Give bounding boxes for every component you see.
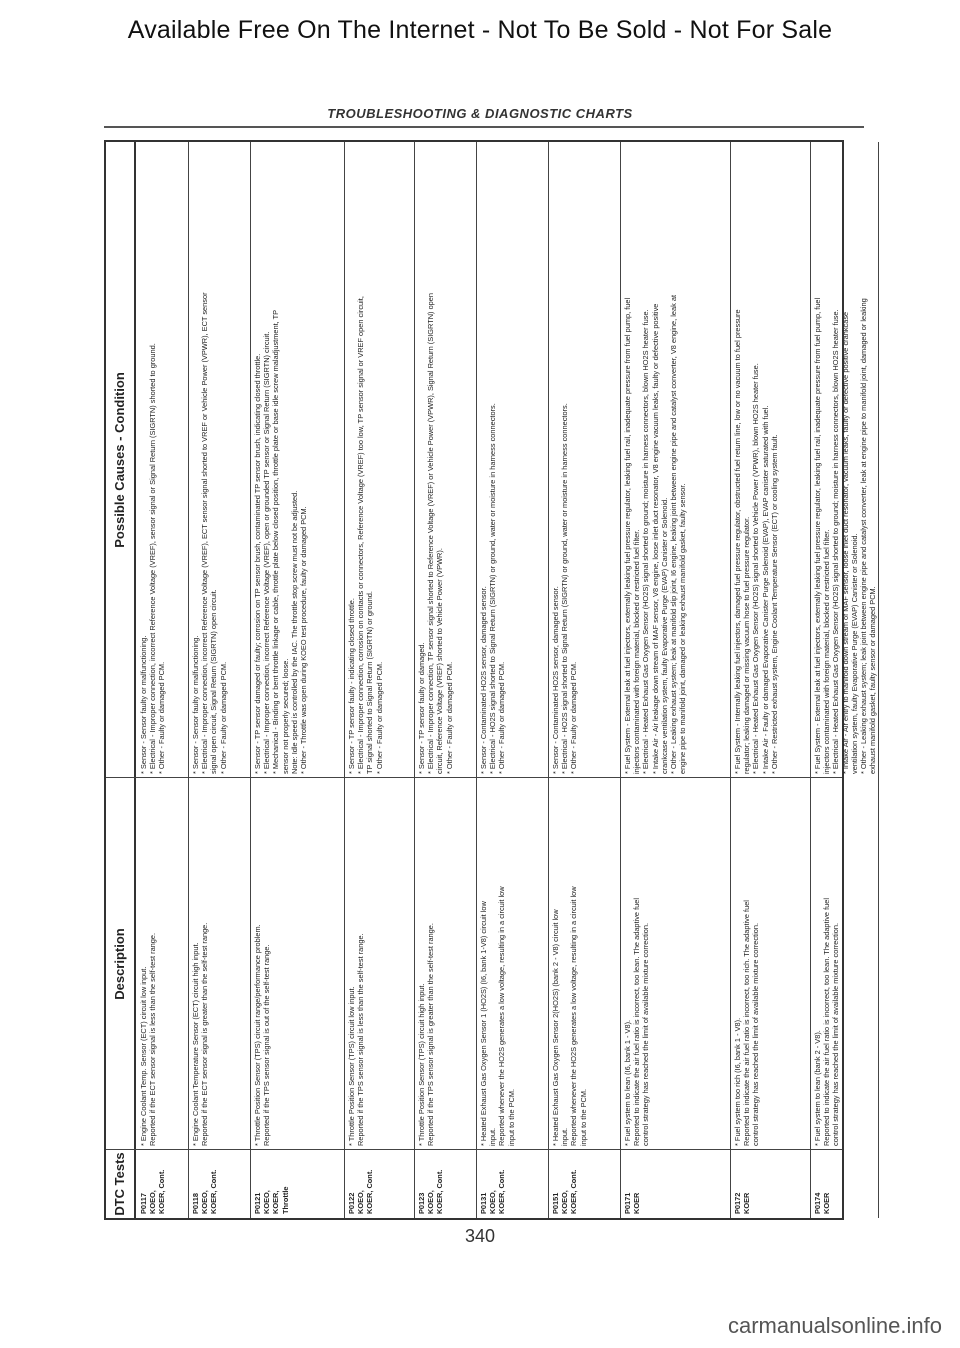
dtc-code: P0171 xyxy=(623,1192,632,1214)
dtc-test-mode: KOER, Cont. xyxy=(365,1169,375,1214)
table-header-row xyxy=(106,142,136,1218)
description-line: Reported to indicate the air fuel ratio is incorrect, too rich. The adaptive fuel xyxy=(742,900,752,1146)
table-row xyxy=(136,142,189,1218)
possible-causes-cell xyxy=(139,142,167,778)
description-cell xyxy=(417,778,435,1150)
description-line: control strategy has reached the limit of available mixture correction. xyxy=(641,922,651,1146)
description-line: control strategy has reached the limit of available mixture correction. xyxy=(751,922,761,1146)
description-cell xyxy=(733,778,761,1150)
header-dtc-tests: DTC Tests xyxy=(112,1152,127,1216)
possible-causes-cell xyxy=(551,142,579,778)
dtc-test-mode: KOEO, xyxy=(262,1190,272,1214)
cause-line: * Electrical - Improper connection, TP sensor signal shorted to Reference Voltage (VREF) or Vehicle Power (VPWR), Signal Return (SIGRTN) open xyxy=(426,292,436,774)
cause-line: * Other - Leaking exhaust system; leak at manifold slip joint, I6 engine, leaking joint between engine pipe and catalyst converter, V8 engine, leak at xyxy=(669,294,679,774)
dtc-code: P0151 xyxy=(551,1192,560,1214)
dtc-test-mode: KOER xyxy=(632,1192,642,1214)
cause-line: exhaust manifold gasket, faulty sensor or damaged PCM. xyxy=(868,586,878,774)
description-line: * Heated Exhaust Gas Oxygen Sensor 2(HO2S) (bank 2 - V8) circuit low xyxy=(551,909,560,1146)
dtc-cell xyxy=(253,1150,290,1218)
cause-line: * Sensor - Sensor faulty or malfunctioning. xyxy=(191,635,200,774)
cause-line: injectors contaminated with foreign material, blocked or restricted fuel filter. xyxy=(632,529,642,774)
possible-causes-cell xyxy=(733,142,779,778)
description-cell xyxy=(253,778,271,1150)
dtc-cell xyxy=(479,1150,507,1218)
dtc-code: P0121 xyxy=(253,1192,262,1214)
dtc-cell xyxy=(551,1150,579,1218)
table-row xyxy=(620,142,731,1218)
possible-causes-cell xyxy=(479,142,507,778)
cause-line: * Electrical - Improper connection, incorrect Reference Voltage (VREF), sensor signal or Signal Return (SIGRTN) shorted to ground. xyxy=(148,343,158,774)
dtc-test-mode: KOER, Cont. xyxy=(569,1169,579,1214)
table-row xyxy=(548,142,621,1218)
cause-line: * Sensor - Sensor faulty or malfunctioning. xyxy=(139,635,148,774)
cause-line: * Sensor - Contaminated HO2S sensor, damaged sensor. xyxy=(479,586,488,774)
cause-line: * Electrical - Improper connection, incorrect Reference Voltage (VREF), ECT sensor signal shorted to VREF or Vehicle Power (VPWR), ECT sensor xyxy=(200,292,210,774)
cause-line: Note: Idle speed is controlled by the IAC. The throttle stop screw must not be adjusted. xyxy=(289,490,299,774)
cause-line: * Electrical - Heated Exhaust Gas Oxygen Sensor (HO2S) signal shorted to ground; moisture in harness connectors, blown HO2S heater fuse. xyxy=(831,309,841,774)
description-line: input to the PCM. xyxy=(506,1088,516,1146)
dtc-test-mode: KOEO, xyxy=(560,1190,570,1214)
table-row xyxy=(188,142,251,1218)
cause-line: * Electrical - Improper connection, incorrect Reference Voltage (VREF), open or grounded TP sensor or Signal Return (SIGRTN) circuit. xyxy=(262,331,272,774)
cause-line: * Other - Leaking exhaust system; leak joint between engine pipe and catalyst converter, leak at engine pipe to manifold joint, damaged or leaking xyxy=(859,298,869,774)
dtc-code: P0118 xyxy=(191,1193,200,1214)
description-line: control strategy has reached the limit of available mixture correction. xyxy=(831,922,841,1146)
description-cell xyxy=(623,778,651,1150)
dtc-test-mode: KOER, Cont. xyxy=(209,1169,219,1214)
dtc-cell xyxy=(813,1150,831,1218)
possible-causes-cell xyxy=(253,142,308,778)
possible-causes-cell xyxy=(623,142,687,778)
dtc-test-mode: KOEO, xyxy=(426,1190,436,1214)
possible-causes-cell xyxy=(191,142,228,778)
header-possible-causes: Possible Causes - Condition xyxy=(112,372,127,548)
dtc-test-mode: KOEO, xyxy=(200,1190,210,1214)
description-line: * Heated Exhaust Gas Oxygen Sensor 1 (HO2S) (I6, bank 1-V8) circuit low xyxy=(479,901,488,1146)
cause-line: ventilation system, faulty Evaporative Purge (EVAP) Canister or Solenoid. xyxy=(849,533,859,774)
dtc-test-mode: Throttle xyxy=(280,1186,290,1214)
description-cell xyxy=(813,778,841,1150)
dtc-cell xyxy=(191,1150,219,1218)
cause-line: * Electrical - Heated Exhaust Gas Oxygen Sensor (HO2S) signal shorted to ground; moisture in harness connectors, blown HO2S heater fuse. xyxy=(641,309,651,774)
table-row xyxy=(344,142,415,1218)
cause-line: signal open circuit, Signal Return (SIGRTN) open circuit. xyxy=(209,589,219,774)
description-line: Reported to indicate the air fuel ratio is incorrect, too lean. The adaptive fuel xyxy=(632,897,642,1146)
table-row xyxy=(250,142,345,1218)
description-line: input. xyxy=(560,1127,570,1146)
description-cell xyxy=(347,778,365,1150)
dtc-cell xyxy=(347,1150,375,1218)
dtc-code: P0123 xyxy=(417,1192,426,1214)
dtc-test-mode: KOER, Cont. xyxy=(497,1169,507,1214)
description-line: Reported to indicate the air fuel ratio is incorrect, too lean. The adaptive fuel xyxy=(822,897,832,1146)
cause-line: * Intake Air - Air entry to manifold down stream of MAF sensor, loose inlet duct resonator, vacuum leaks, faulty or defective positive crankcase xyxy=(840,311,850,774)
title-rule xyxy=(104,126,864,128)
dtc-code: P0122 xyxy=(347,1192,356,1214)
description-line: Reported if the ECT sensor signal is less than the self-test range. xyxy=(148,932,158,1146)
cause-line: * Sensor - TP sensor faulty or damaged. xyxy=(417,642,426,774)
cause-line: * Intake Air - Air leakage down stream of MAF sensor, V8 engine, loose inlet duct resonator, V8 engine vacuum leaks, faulty or defective positive xyxy=(650,303,660,774)
page-number: 340 xyxy=(464,1226,496,1246)
dtc-cell xyxy=(139,1150,167,1218)
cause-line: * Intake Air - Faulty or damaged Evaporative Canister Purge Solenoid (EVAP), EVAP canister saturated with fuel. xyxy=(760,405,770,774)
dtc-test-mode: KOEO, xyxy=(148,1190,158,1214)
description-line: Reported if the ECT sensor signal is greater than the self-test range. xyxy=(200,922,210,1146)
cause-line: engine pipe to manifold joint, damaged or leaking exhaust manifold gasket, faulty sensor. xyxy=(678,483,688,774)
cause-line: * Other - Restricted exhaust system, Engine Coolant Temperature Sensor (ECT) or cooling system fault. xyxy=(769,434,779,774)
cause-line: * Other - Faulty or damaged PCM. xyxy=(497,661,507,774)
table-row xyxy=(810,142,879,1218)
cause-line: regulator; leaking damaged or missing vacuum hose to fuel pressure regulator. xyxy=(742,516,752,774)
cause-line: * Other - Faulty or damaged PCM. xyxy=(218,661,228,774)
description-line: * Throttle Position Sensor (TPS) circuit low input. xyxy=(347,986,356,1146)
description-cell xyxy=(551,778,588,1150)
chart-title: TROUBLESHOOTING & DIAGNOSTIC CHARTS xyxy=(327,106,633,121)
description-line: * Fuel system to lean (bank 2 - V8). xyxy=(813,1030,822,1146)
description-line: Reported if the TPS sensor signal is less than the self-test range. xyxy=(356,933,366,1146)
cause-line: * Other - Faulty or damaged PCM. xyxy=(444,661,454,774)
possible-causes-cell xyxy=(417,142,454,778)
description-line: input. xyxy=(488,1127,498,1146)
dtc-test-mode: KOEO, xyxy=(488,1190,498,1214)
dtc-code: P0131 xyxy=(479,1192,488,1214)
cause-line: * Electrical - HO2S signal shorted to Signal Return (SIGRTN) or ground, water or moisture in harness connectors. xyxy=(488,403,498,774)
dtc-cell xyxy=(623,1150,641,1218)
cause-line: * Sensor - TP sensor damaged or faulty; corrosion on TP sensor brush, contaminated TP sensor brush, indicating closed throttle. xyxy=(253,353,262,774)
cause-line: * Fuel System - Internally leaking fuel injectors, damaged fuel pressure regulator, obstructed fuel return line, low or no vacuum to fuel pressure xyxy=(733,309,742,774)
cause-line: crankcase ventilation system, faulty Evaporative Purge (EVAP) Canister or Solenoid. xyxy=(659,497,669,774)
description-cell xyxy=(191,778,209,1150)
description-line: * Fuel system too rich (I6, bank 1 - V8). xyxy=(733,1017,742,1146)
description-cell xyxy=(139,778,157,1150)
description-line: * Engine Coolant Temperature Sensor (ECT) circuit high input. xyxy=(191,942,200,1146)
cause-line: * Other - Faulty or damaged PCM. xyxy=(374,661,384,774)
table-row xyxy=(414,142,477,1218)
cause-line: * Electrical - HO2S signal shorted to Signal Return (SIGRTN) or ground, water or moisture in harness connectors. xyxy=(560,403,570,774)
cause-line: * Fuel System - External leak at fuel injectors, externally leaking fuel pressure regulator, leaking fuel rail, inadequate pressure from fuel pump, fuel xyxy=(813,297,822,774)
dtc-table-rotated-content xyxy=(106,142,878,1218)
table-row xyxy=(476,142,549,1218)
cause-line: * Other - Throttle was open during KOEO test procedure, faulty or damaged PCM. xyxy=(299,506,309,774)
description-line: * Throttle Position Sensor (TPS) circuit high input. xyxy=(417,983,426,1146)
cause-line: * Other - Faulty or damaged PCM. xyxy=(157,661,167,774)
cause-line: * Mechanical - Binding or bent throttle linkage or cable, throttle plate below closed position, throttle plate or base idle screw maladjustment, TP xyxy=(271,309,281,774)
dtc-test-mode: KOER xyxy=(742,1192,752,1214)
description-line: Reported whenever the HO2S generates a low voltage, resulting in a circuit low xyxy=(497,886,507,1146)
dtc-cell xyxy=(417,1150,445,1218)
cause-line: circuit, Reference Voltage (VREF) shorted to Vehicle Power (VPWR). xyxy=(435,548,445,774)
dtc-test-mode: KOER, xyxy=(271,1190,281,1214)
description-line: * Throttle Position Sensor (TPS) circuit range/performance problem. xyxy=(253,924,262,1146)
site-watermark: carmanualsonline.info xyxy=(727,1313,942,1338)
cause-line: * Sensor - Contaminated HO2S sensor, damaged sensor. xyxy=(551,586,560,774)
description-line: Reported if the TPS sensor signal is greater than the self-test range. xyxy=(426,923,436,1146)
cause-line: TP signal shorted to Signal Return (SIGRTN) or ground. xyxy=(365,591,375,774)
cause-line: * Sensor - TP sensor faulty - indicating closed throttle. xyxy=(347,598,356,774)
dtc-code: P0172 xyxy=(733,1192,742,1214)
cause-line: injectors contaminated with foreign material, blocked or restricted fuel filter. xyxy=(822,529,832,774)
description-line: * Engine Coolant Temp. Sensor (ECT) circuit low input. xyxy=(139,966,148,1146)
dtc-test-mode: KOER, Cont. xyxy=(157,1169,167,1214)
description-cell xyxy=(479,778,516,1150)
description-line: Reported whenever the HO2S generates a low voltage, resulting in a circuit low xyxy=(569,886,579,1146)
description-line: * Fuel system to lean (I6, bank 1 - V8). xyxy=(623,1019,632,1146)
cause-line: sensor not properly secured; loose. xyxy=(280,658,290,774)
cause-line: * Electrical - Improper connection, corrosion on contacts or connectors, Reference Voltage (VREF) too low, TP sensor signal or VREF open circuit, xyxy=(356,296,366,774)
description-line: Reported if the TPS sensor signal is out of the self-test range. xyxy=(262,944,272,1146)
possible-causes-cell xyxy=(347,142,384,778)
description-line: input to the PCM. xyxy=(578,1088,588,1146)
dtc-test-mode: KOEO, xyxy=(356,1190,366,1214)
header-description: Description xyxy=(112,928,127,1000)
availability-banner: Available Free On The Internet - Not To Be Sold - Not For Sale xyxy=(127,16,833,44)
dtc-test-mode: KOER xyxy=(822,1192,832,1214)
dtc-code: P0174 xyxy=(813,1192,822,1214)
cause-line: * Other - Faulty or damaged PCM. xyxy=(569,661,579,774)
table-row xyxy=(730,142,811,1218)
cause-line: * Electrical - Heated Exhaust Gas Oxygen Sensor (HO2S) signal shorted to Vehicle Power (VPWR), blown HO2S heater fuse. xyxy=(751,363,761,774)
dtc-code: P0117 xyxy=(139,1193,148,1214)
cause-line: * Fuel System - External leak at fuel injectors, externally leaking fuel pressure regulator, leaking fuel rail, inadequate pressure from fuel pump, fuel xyxy=(623,297,632,774)
dtc-test-mode: KOER, Cont. xyxy=(435,1169,445,1214)
dtc-table xyxy=(104,140,878,1220)
dtc-cell xyxy=(733,1150,751,1218)
possible-causes-cell xyxy=(813,142,877,778)
